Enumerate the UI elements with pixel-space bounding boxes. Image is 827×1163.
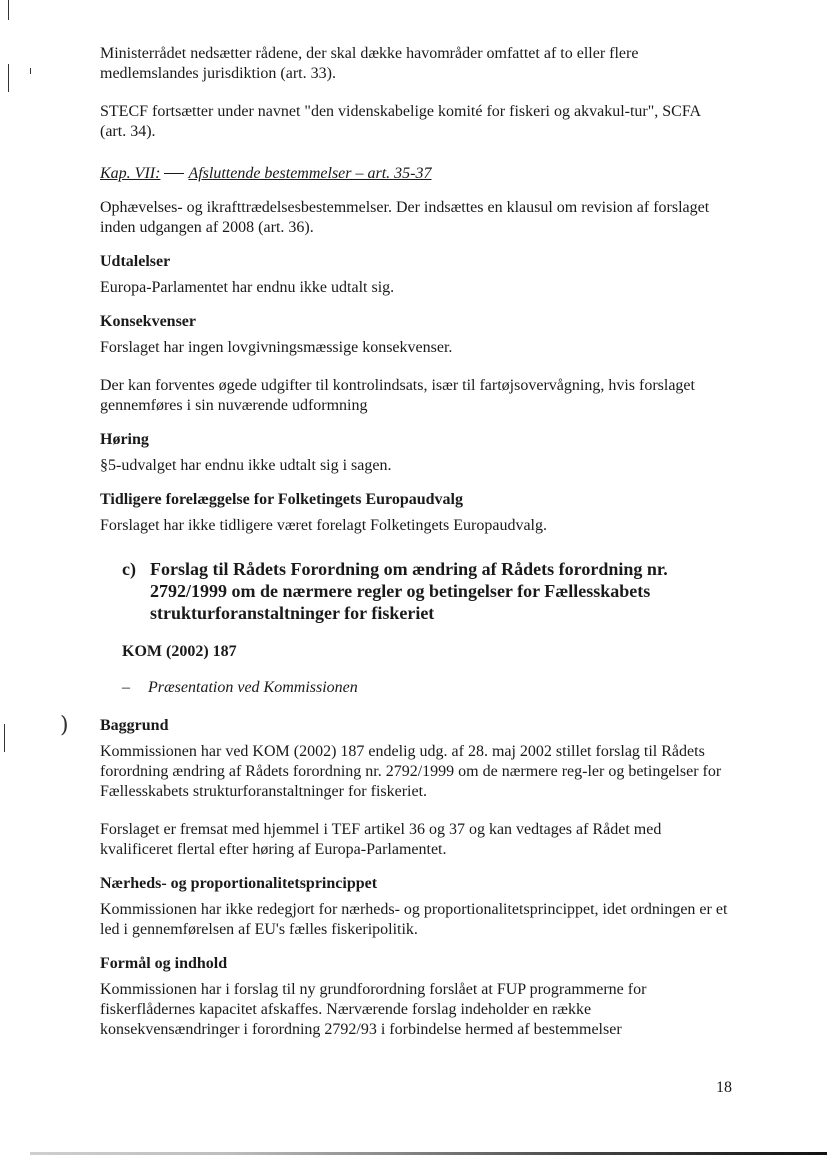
- paragraph: Kommissionen har i forslag til ny grundforordning forslået at FUP programmerne for fiskerflådernes kapacitet afskaffes. Nærværende forslag indeholder en række konsekvensændringer i forordning 2792/93 i forbindelse hermed af bestemmelser: [100, 981, 647, 1038]
- subsection-title: Forslag til Rådets Forordning om ændring af Rådets forordning nr. 2792/1999 om de nærmere regler og betingelser for Fællesskabets strukturforanstaltninger for fiskeriet: [150, 559, 668, 623]
- chapter-separator: [164, 173, 184, 174]
- kom-reference: KOM (2002) 187: [122, 643, 237, 660]
- scan-edge-mark: [8, 0, 9, 20]
- paragraph: Kommissionen har ved KOM (2002) 187 endelig udg. af 28. maj 2002 stillet forslag til Rådets forordning ændring af Rådets forordning nr. 2792/1999 om de nærmere reg-ler og betingelser for Fællesskabets strukturforanstaltninger for fiskeriet.: [100, 743, 722, 800]
- chapter-heading: [100, 164, 730, 184]
- paragraph: Forslaget har ingen lovgivningsmæssige konsekvenser.: [100, 339, 453, 356]
- paragraph: Ophævelses- og ikrafttrædelsesbestemmelser. Der indsættes en klausul om revision af forslaget inden udgangen af 2008 (art. 36).: [100, 199, 710, 236]
- margin-parenthesis: ): [60, 713, 69, 738]
- scan-edge-mark: [30, 68, 31, 74]
- paragraph: STECF fortsætter under navnet "den videnskabelige komité for fiskeri og akvakul-tur", SCFA (art. 34).: [100, 103, 701, 140]
- paragraph: Ministerrådet nedsætter rådene, der skal dække havområder omfattet af to eller flere medlemslandes jurisdiktion (art. 33).: [100, 45, 639, 82]
- paragraph: Forslaget har ikke tidligere været forelagt Folketingets Europaudvalg.: [100, 517, 547, 534]
- section-heading: Udtalelser: [100, 253, 171, 270]
- section-heading: Formål og indhold: [100, 955, 228, 972]
- chapter-title: Afsluttende bestemmelser – art. 35-37: [188, 165, 432, 182]
- document-body: [100, 44, 730, 1040]
- section-heading: Høring: [100, 431, 149, 448]
- scan-bottom-edge: [30, 1152, 827, 1155]
- bullet-item: [122, 678, 730, 698]
- section-heading: Nærheds- og proportionalitetsprincippet: [100, 875, 378, 892]
- subsection-heading: [122, 558, 730, 624]
- paragraph: Kommissionen har ikke redegjort for nærheds- og proportionalitetsprincippet, idet ordningen er et led i gennemførelsen af EU's fælles fiskeripolitik.: [100, 901, 728, 938]
- bullet-dash: –: [122, 679, 130, 696]
- section-heading: Tidligere forelæggelse for Folketingets Europaudvalg: [100, 491, 463, 508]
- scan-edge-mark: [8, 64, 9, 92]
- page-number: 18: [716, 1079, 732, 1096]
- paragraph: §5-udvalget har endnu ikke udtalt sig i sagen.: [100, 457, 392, 474]
- bullet-text: Præsentation ved Kommissionen: [148, 679, 358, 696]
- scan-edge-mark: [4, 724, 5, 752]
- paragraph: Europa-Parlamentet har endnu ikke udtalt sig.: [100, 279, 395, 296]
- section-heading: Konsekvenser: [100, 313, 196, 330]
- section-heading: Baggrund: [100, 717, 169, 734]
- paragraph: Der kan forventes øgede udgifter til kontrolindsats, især til fartøjsovervågning, hvis forslaget gennemføres i sin nuværende udformning: [100, 377, 695, 414]
- paragraph: Forslaget er fremsat med hjemmel i TEF artikel 36 og 37 og kan vedtages af Rådet med kvalificeret flertal efter høring af Europa-Parlamentet.: [100, 821, 662, 858]
- subsection-label: c): [122, 559, 136, 579]
- chapter-prefix: Kap. VII:: [100, 165, 161, 182]
